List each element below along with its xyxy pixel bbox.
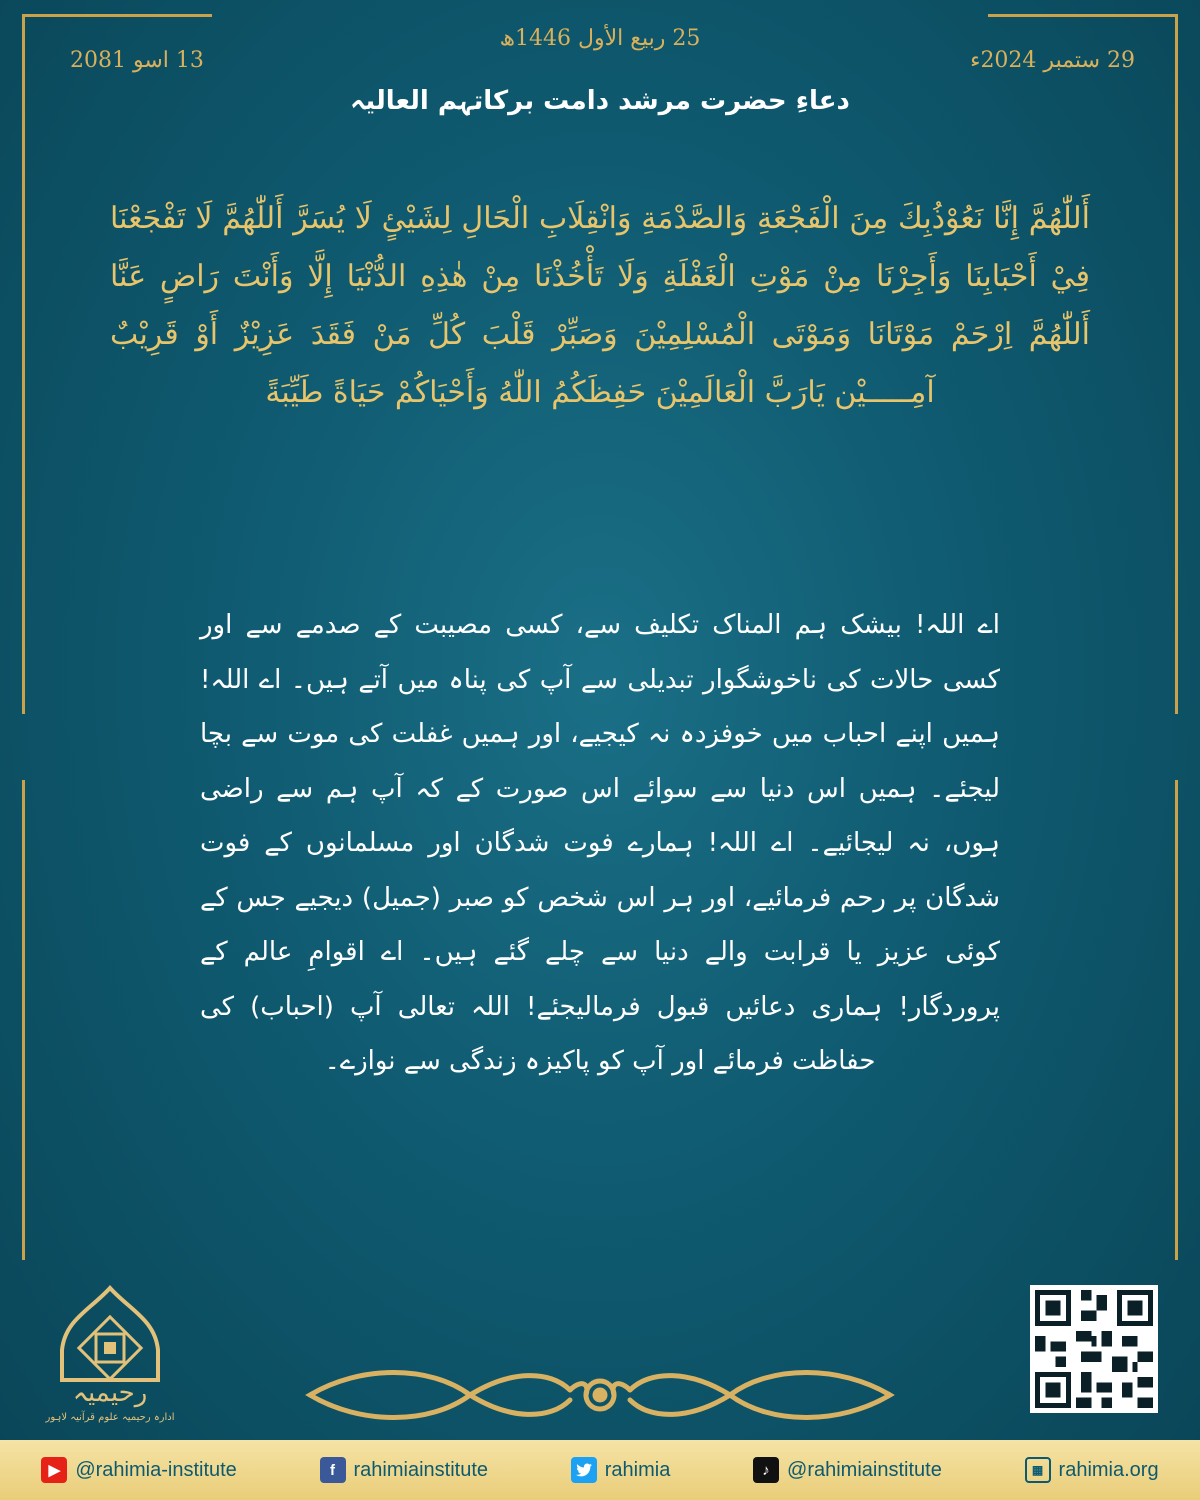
urdu-translation: اے اللہ! بیشک ہم المناک تکلیف سے، کسی مصیبت کے صدمے سے اور کسی حالات کی ناخوشگوار تبدیلی سے آپ کی پناہ میں آتے ہیں۔ اے اللہ! ہمیں اپنے احباب میں خوفزدہ نہ کیجیے، اور ہمیں غفلت کی موت سے بچا لیجئے۔ ہمیں اس دنیا سے سوائے اس صورت کے کہ آپ ہم سے راضی ہوں، نہ لیجائیے۔ اے اللہ! ہمارے فوت شدگان اور مسلمانوں کے فوت شدگان پر رحم فرمائیے، اور ہر اس شخص کو صبر (جمیل) دیجیے جس کے کوئی عزیز یا قرابت والے دنیا سے چلے گئے ہیں۔ اے اقوامِ عالم کے پروردگار! ہماری دعائیں قبول فرمالیجئے! اللہ تعالی آپ (احباب) کی حفاظت فرمائے اور آپ کو پاکیزہ زندگی سے نوازے۔	[200, 610, 1000, 1076]
youtube-handle: @rahimia-institute	[75, 1458, 237, 1481]
twitter-handle: rahimia	[604, 1458, 671, 1481]
youtube-icon: ▶	[41, 1457, 67, 1483]
logo-name: رحیمیہ	[72, 1378, 148, 1408]
youtube-link[interactable]	[41, 1457, 236, 1483]
logo-emblem	[40, 1280, 180, 1430]
facebook-link[interactable]	[320, 1457, 489, 1483]
frame-top-left	[22, 14, 212, 17]
ornament-divider	[300, 1360, 900, 1430]
hijri-date: 25 ربیع الأول 1446ھ	[499, 26, 701, 51]
gregorian-date: 29 ستمبر 2024ء	[970, 48, 1135, 73]
website-link[interactable]	[1025, 1457, 1159, 1483]
website-url: rahimia.org	[1058, 1458, 1159, 1481]
tiktok-link[interactable]	[753, 1457, 942, 1483]
bikrami-date: 13 اسو 2081	[70, 48, 204, 73]
arabic-dua: أَللّٰهُمَّ إِنَّا نَعُوْذُبِكَ مِنَ الْفَجْعَةِ وَالصَّدْمَةِ وَانْقِلَابِ الْحَالِ لِشَيْئٍ لَا يُسَرَّ أَللّٰهُمَّ لَا تَفْجَعْنَا فِيْ أَحْبَابِنَا وَأَجِرْنَا مِنْ مَوْتِ الْغَفْلَةِ وَلَا تَأْخُذْنَا مِنْ هٰذِهِ الدُّنْيَا إِلَّا وَأَنْتَ رَاضٍ عَنَّا أَللّٰهُمَّ اِرْحَمْ مَوْتَانَا وَمَوْتَى الْمُسْلِمِيْنَ وَصَبِّرْ قَلْبَ كُلِّ مَنْ فَقَدَ عَزِيْزٌ أَوْ قَرِيْبٌ آمِـــــيْن يَارَبَّ الْعَالَمِيْنَ حَفِظَكُمُ اللّٰهُ وَأَحْيَاكُمْ حَيَاةً طَيِّبَةً	[110, 201, 1090, 410]
frame-left-lower	[22, 780, 25, 1260]
website-icon: ▦	[1025, 1457, 1051, 1483]
tiktok-handle: @rahimiainstitute	[787, 1458, 942, 1481]
frame-top-right	[988, 14, 1178, 17]
frame-right-upper	[1175, 14, 1178, 714]
page-title: دعاءِ حضرت مرشد دامت برکاتہم العالیہ	[350, 86, 850, 116]
facebook-icon: f	[320, 1457, 346, 1483]
tiktok-icon: ♪	[753, 1457, 779, 1483]
twitter-bird	[576, 1463, 592, 1477]
frame-left-upper	[22, 14, 25, 714]
twitter-link[interactable]	[571, 1457, 671, 1483]
frame-right-lower	[1175, 780, 1178, 1260]
twitter-icon	[571, 1457, 597, 1483]
qr-code[interactable]	[1030, 1285, 1158, 1413]
footer-bar	[0, 1440, 1200, 1500]
logo-tagline: ادارہ رحیمیہ علوم قرآنیہ لاہور	[45, 1412, 175, 1423]
facebook-handle: rahimiainstitute	[353, 1458, 489, 1481]
